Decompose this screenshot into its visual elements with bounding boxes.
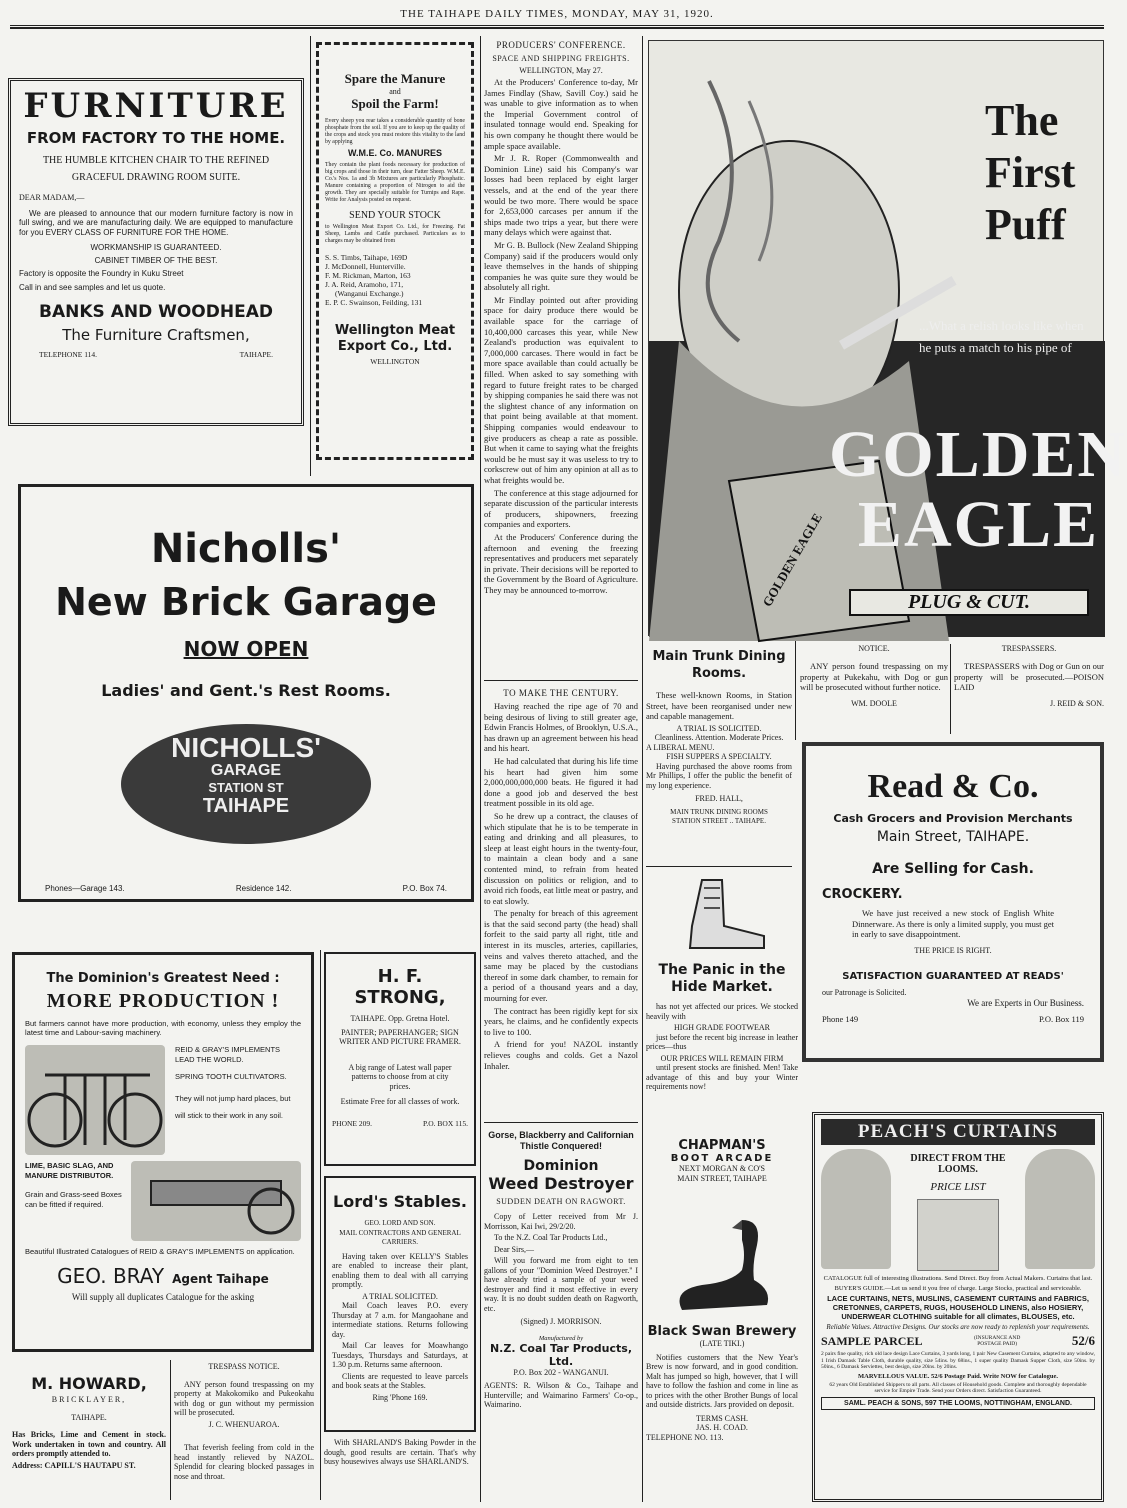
panic-body2: just before the recent big increase in leather prices—thus <box>646 1032 798 1051</box>
peach-figure-illustration <box>821 1149 891 1269</box>
garage-oval-line: TAIHAPE <box>202 795 290 817</box>
manure-body2: They contain the plant foods necessary for production of big crops and those in their turn, dear Fatter Sheep. W.M.E. Co.'s Nos. 1a and 3b Mixtures are particularly Phosphatic. Manure containing a proportion of Nitrogen to aid the growth. They are specially suitable for Turnips and Rape. Write for Analysis posted on request. <box>325 162 465 203</box>
manure-city: WELLINGTON <box>370 357 420 366</box>
garage-oval <box>121 724 371 844</box>
garage-oval-line: STATION ST <box>208 780 284 795</box>
strong-address: TAIHAPE. Opp. Gretna Hotel. <box>350 1014 450 1023</box>
manure-agent: F. M. Rickman, Marton, 163 <box>325 271 411 280</box>
whenuaroa-name: J. C. WHENUAROA. <box>208 1419 280 1429</box>
strong-pobox: P.O. BOX 115. <box>423 1118 468 1128</box>
howard-ad <box>12 1372 166 1504</box>
century-paragraph: Having reached the ripe age of 70 and being desirous of living to still greater age, Edwin Francis Holmes, of Brooklyn, U.S.A., has drawn up an agreement between his head and his heart. <box>484 701 638 754</box>
lords-ring: Ring 'Phone 169. <box>372 1392 428 1402</box>
bray-lime: LIME, BASIC SLAG, AND MANURE DISTRIBUTOR. <box>25 1161 114 1180</box>
furniture-firm: BANKS AND WOODHEAD <box>39 302 273 322</box>
peach-figure2-illustration <box>1025 1149 1095 1269</box>
bray-agent-town: Agent Taihape <box>172 1272 269 1286</box>
weed-signed: (Signed) J. MORRISON. <box>520 1317 602 1326</box>
garage-title2: New Brick Garage <box>55 580 437 624</box>
bray-spring: SPRING TOOTH CULTIVATORS. <box>175 1072 287 1081</box>
boot-illustration <box>672 876 772 954</box>
golden-eagle-puff: Puff <box>985 200 1066 249</box>
masthead: THE TAIHAPE DAILY TIMES, MONDAY, MAY 31, 1920. <box>400 8 714 20</box>
swan-terms: TERMS CASH. <box>695 1413 748 1423</box>
garage-oval-line: GARAGE <box>210 762 282 779</box>
weed-maker: N.Z. Coal Tar Products, Ltd. <box>489 1341 633 1368</box>
strong-phone: PHONE 209. <box>332 1118 373 1128</box>
read-crockery: CROCKERY. <box>822 887 903 902</box>
chapman-block <box>646 1138 798 1202</box>
furniture-title: FURNITURE <box>23 86 289 126</box>
garage-title1: Nicholls' <box>150 526 342 572</box>
garage-rooms: Ladies' and Gent.'s Rest Rooms. <box>101 681 391 700</box>
howard-trade: BRICKLAYER, <box>51 1395 127 1404</box>
panic-next: NEXT MORGAN & CO'S <box>679 1164 765 1173</box>
furniture-guarantee1: WORKMANSHIP IS GUARANTEED. <box>90 243 222 252</box>
read-cash: Are Selling for Cash. <box>872 861 1034 877</box>
garage-open: NOW OPEN <box>183 637 309 661</box>
weed-pobox: P.O. Box 202 - WANGANUI. <box>513 1367 609 1377</box>
strong-estimate: Estimate Free for all classes of work. <box>340 1097 460 1106</box>
main-trunk-menu: A LIBERAL MENU. <box>646 742 715 752</box>
lords-owner: GEO. LORD AND SON. <box>364 1219 436 1227</box>
weed-letter: Copy of Letter received from Mr J. Morrisson, Kai Iwi, 29/2/20. <box>484 1212 638 1231</box>
century-paragraph: The contract has been rigidly kept for six years, he claims, and he confidently expects to live to 100. <box>484 1005 638 1037</box>
manure-agent: S. S. Timbs, Taihape, 169D <box>325 253 408 262</box>
peach-curtain-illustration <box>917 1199 999 1271</box>
producers-article <box>484 40 638 680</box>
manure-agent: J. A. Reid, Aramoho, 171, <box>325 280 404 289</box>
golden-eagle-quote: ...What a relish looks like when he puts a match to his pipe of <box>919 318 1084 355</box>
trespass-whenuaroa <box>174 1362 314 1504</box>
golden-eagle-plug: PLUG & CUT. <box>849 589 1089 616</box>
century-nazol: A friend for you! NAZOL instantly relieves coughs and colds. Get a Nazol Inhaler. <box>484 1039 638 1071</box>
lords-trial: A TRIAL SOLICITED. <box>362 1291 438 1301</box>
manure-and: and <box>389 87 401 96</box>
golden-eagle-first: First <box>985 148 1076 197</box>
strong-range: A big range of Latest wall paper patterns to choose from at city prices. <box>348 1062 452 1091</box>
furniture-guarantee2: CABINET TIMBER OF THE BEST. <box>94 255 218 265</box>
reid-title: TRESPASSERS. <box>1001 644 1057 653</box>
trespassers-reid <box>954 644 1104 734</box>
strong-title: H. F. STRONG, <box>354 966 446 1008</box>
swan-title: Black Swan Brewery <box>647 1324 797 1339</box>
peach-price: 52/6 <box>1071 1333 1095 1348</box>
weed-mfd: Manufactured by <box>538 1334 584 1342</box>
lords-roles: MAIL CONTRACTORS AND GENERAL CARRIERS. <box>339 1228 461 1246</box>
lords-title: Lord's Stables. <box>333 1192 467 1211</box>
lords-body: Having taken over KELLY'S Stables are enabled to increase their plant, enabling them to deal with all carrying promptly. <box>332 1251 468 1289</box>
panic-prices: OUR PRICES WILL REMAIN FIRM <box>660 1053 784 1063</box>
furniture-subtitle: FROM FACTORY TO THE HOME. <box>26 129 286 147</box>
notice-doole <box>800 644 948 734</box>
golden-eagle-brand2: EAGLE <box>857 488 1099 561</box>
manure-company: Wellington Meat Export Co., Ltd. <box>334 323 456 354</box>
producers-dateline: WELLINGTON, May 27. <box>519 66 603 75</box>
garage-oval-line: NICHOLLS' <box>171 732 321 763</box>
distributor-illustration <box>131 1161 301 1241</box>
producers-paragraph: Mr Findlay pointed out after providing space for dairy produce there would be available space for the carriage of 10,400,000 carcases this year, while New Zealand's production was equivalent to 7,000,000 carcases. There would in fact be more space available than could actually be filled. When asked to say something with regard to future freight rates to be charged by shipping companies he said there was not the slightest chance of any information on that point being available at that moment. Shipping companies would endeavour to give producers as cheap a rate as possible. But when it came to saying what the freights would be he must say it was useless to try to corkscrew out of him any opinion at all as to what freights would be. <box>484 294 638 485</box>
garage-residence: Residence 142. <box>235 884 292 893</box>
peach-reliable: Reliable Values. Attractive Designs. Our stocks are now ready to replenish your requirements. <box>826 1323 1090 1331</box>
weed-product2: Weed Destroyer <box>488 1174 634 1193</box>
main-trunk-ad <box>646 644 792 864</box>
lords-ad <box>324 1176 476 1432</box>
bray-title2: MORE PRODUCTION ! <box>46 990 280 1012</box>
century-paragraph: So he drew up a contract, the clauses of which stipulate that he is to be temperate in eating and drinking and all pleasures, to sleep at least eight hours in the twenty-four, to maintain a clean body and a sane contented mind, to refrain from heated discussion on politics or religion, and to avoid rich foods, eat little meat or pastry, and to eat slowly. <box>484 810 638 906</box>
read-phone: Phone 149 <box>822 1013 859 1024</box>
peach-catalogue: CATALOGUE full of interesting illustrations. Send Direct. Buy from Actual Makers. Curtains that last. <box>823 1275 1093 1282</box>
weed-ad <box>484 1126 638 1502</box>
howard-title: M. HOWARD, <box>31 1374 147 1393</box>
bray-catalogues: Beautiful Illustrated Catalogues of REID & GRAY'S IMPLEMENTS on application. <box>25 1247 295 1256</box>
read-ad <box>802 742 1104 1062</box>
main-trunk-qualities: Cleanliness. Attention. Moderate Prices. <box>654 733 784 743</box>
swan-body: Notifies customers that the New Year's Brew is now forward, and in good condition. Malt has jumped so high, however, that I will have to follow the fashion and come in line as to prices with the other Brother Bungs of local and outside districts. Jars provided on deposit. <box>646 1352 798 1409</box>
read-sub2: Main Street, TAIHAPE. <box>876 829 1030 845</box>
manure-brand: W.M.E. Co. MANURES <box>348 148 442 158</box>
bray-supply: Will supply all duplicates Catalogue for the asking <box>71 1292 255 1302</box>
read-pobox: P.O. Box 119 <box>1038 1013 1084 1024</box>
golden-eagle-the: The <box>985 96 1059 145</box>
manure-ad <box>316 42 474 460</box>
reid-name: J. REID & SON. <box>1049 698 1104 708</box>
manure-body1: Every sheep you rear takes a considerable quantity of bone phosphate from the soil. If you are to keep up the quality of the crops and stock you must restore this vitality to the land by applying <box>325 118 465 145</box>
peach-buyers: BUYER'S GUIDE.—Let us send it you free of charge. Large Stocks, practical and serviceable. <box>834 1284 1082 1292</box>
producers-paragraph: At the Producers' Conference during the afternoon and evening the freezing representatives and producers met separately in private. Their decisions will be reported to the Government by the Board of Agriculture. They may be announced to-morrow. <box>484 531 638 595</box>
read-title: Read & Co. <box>867 768 1039 805</box>
bray-grain: Grain and Grass-seed Boxes can be fitted if required. <box>25 1190 122 1209</box>
whenuaroa-title: TRESPASS NOTICE. <box>208 1362 280 1371</box>
peach-established: 62 years Old Established Shippers to all parts. All classes of Household goods. Complete and thoroughly dependable service for Empire Trade. Send your Orders direct. Satisfaction Guaranteed. <box>829 1381 1087 1394</box>
swan-tiki: (LATE TIKI.) <box>699 1339 745 1348</box>
lords-clients: Clients are requested to leave parcels and book seats at the Stables. <box>332 1371 468 1390</box>
furniture-call: Call in and see samples and let us quote. <box>19 282 166 292</box>
main-trunk-owner: FRED. HALL, <box>695 794 743 804</box>
bray-jump: They will not jump hard places, but will stick to their work in any soil. <box>175 1093 291 1120</box>
whenuaroa-nazol: That feverish feeling from cold in the head instantly relieved by NAZOL. Splendid for clearing blocked passages in nose and throat. <box>174 1443 314 1481</box>
furniture-line2: GRACEFUL DRAWING ROOM SUITE. <box>71 172 241 183</box>
golden-eagle-brand1: GOLDEN <box>829 418 1127 491</box>
manure-title1: Spare the Manure <box>344 71 446 86</box>
manure-agent: J. McDonnell, Hunterville. <box>325 262 406 271</box>
furniture-body: We are pleased to announce that our modern furniture factory is now in full swing, and we are manufacturing daily. We are equipped to manufacture for you EVERY CLASS OF FURNITURE FOR THE HOME. <box>19 208 293 237</box>
panic-body3: until present stocks are finished. Men! Take advantage of this and buy your Winter requirements now! <box>646 1063 798 1091</box>
manure-agents <box>325 253 465 307</box>
howard-town: TAIHAPE. <box>71 1412 107 1422</box>
century-title: TO MAKE THE CENTURY. <box>503 688 619 698</box>
lords-coach: Mail Coach leaves P.O. every Thursday at 7 a.m. for Mangaohane and intermediate stations. Returns following day. <box>332 1301 468 1339</box>
furniture-town: TAIHAPE. <box>239 350 273 359</box>
manure-body3: to Wellington Meat Export Co. Ltd., for Freezing. Fat Sheep, Lambs and Cattle purchased. Particulars as to charges may be obtained from <box>325 224 465 244</box>
golden-eagle-tin-label: GOLDEN EAGLE <box>759 510 825 610</box>
panic-high: HIGH GRADE FOOTWEAR <box>674 1023 770 1032</box>
main-trunk-title: Main Trunk Dining Rooms. <box>652 649 786 681</box>
main-trunk-fish: FISH SUPPERS A SPECIALTY. <box>666 752 772 762</box>
panic-body: has not yet affected our prices. We stocked heavily with <box>646 1002 798 1021</box>
weed-sudden: SUDDEN DEATH ON RAGWORT. <box>496 1197 626 1206</box>
panic-chapman: CHAPMAN'S <box>678 1138 766 1153</box>
weed-body: Will you forward me from eight to ten gallons of your "Dominion Weed Destroyer." I have already tried a sample of your weed destroyer and find it most effective in every way. It is no doubt sudden death on Ragworth, etc. <box>484 1256 638 1313</box>
furniture-ad <box>8 78 304 426</box>
peach-title: PEACH'S CURTAINS <box>821 1119 1095 1145</box>
strong-trade: PAINTER; PAPERHANGER; SIGN WRITER AND PICTURE FRAMER. <box>339 1027 461 1046</box>
read-price: THE PRICE IS RIGHT. <box>914 945 992 955</box>
panic-arcade: BOOT ARCADE <box>670 1153 774 1164</box>
main-trunk-trial: A TRIAL IS SOLICITED. <box>676 723 762 733</box>
peach-marvellous: MARVELLOUS VALUE. 52/6 Postage Paid. Write NOW for Catalogue. <box>857 1372 1058 1380</box>
manure-agent: (Wanganui Exchange.) <box>335 289 404 298</box>
weed-dear: Dear Sirs,— <box>494 1244 534 1254</box>
producers-paragraph: At the Producers' Conference to-day, Mr James Findlay (Shaw, Savill Coy.) said he was unable to give information as to when the Imperial Government control of insulated tonnage would end. Speaking for his own company he thought there would be ample space available. <box>484 77 638 151</box>
weed-title: Gorse, Blackberry and Californian Thistle Conquered! <box>488 1130 634 1151</box>
peach-direct: DIRECT FROM THE LOOMS. <box>910 1153 1006 1175</box>
main-trunk-address1: MAIN TRUNK DINING ROOMS <box>670 807 768 816</box>
peach-parcel: SAMPLE PARCEL <box>821 1333 923 1348</box>
garage-phones: Phones—Garage 143. <box>45 884 125 893</box>
producers-subtitle: SPACE AND SHIPPING FREIGHTS. <box>492 54 630 63</box>
howard-body: Has Bricks, Lime and Cement in stock. Work undertaken in town and country. All orders promptly attended to. <box>12 1430 166 1458</box>
manure-agent: E. P. C. Swainson, Feilding, 131 <box>325 298 423 307</box>
swan-illustration <box>662 1210 782 1320</box>
garage-pobox: P.O. Box 74. <box>402 884 447 893</box>
doole-title: NOTICE. <box>858 644 890 653</box>
whenuaroa-body: ANY person found trespassing on my property at Makokomiko and Pukeokahu with dog or gun without my permission will be prosecuted. <box>174 1379 314 1417</box>
furniture-telephone: TELEPHONE 114. <box>39 350 98 359</box>
read-sub1: Cash Grocers and Provision Merchants <box>833 812 1073 825</box>
peach-parcel-detail: 2 pairs fine quality, rich old lace design Lace Curtains, 3 yards long, 1 pair New Casement Curtains, adapted to any window, 1 Irish Damask Table Cloth, durable quality, size 54ins. by 68ins., 1 super quality Damask Supper Cloth, size 50ins. by 50ins., 6 Damask Serviettes, best design, size 20ins. by 20ins. <box>821 1351 1095 1370</box>
furniture-line1: THE HUMBLE KITCHEN CHAIR TO THE REFINED <box>42 155 270 166</box>
lords-car: Mail Car leaves for Moawhango Tuesdays, Thursdays and Saturdays, at 1.30 p.m. Returns same afternoon. <box>332 1341 468 1369</box>
century-paragraph: He had calculated that during his life time his heart had given him some 2,000,000,000,000 beats. He figured it had done a good job and deserved the best treatment possible in its old age. <box>484 755 638 809</box>
producers-paragraph: The conference at this stage adjourned for separate discussion of the particular interests of producers, shipowners, freezing companies and exporters. <box>484 487 638 530</box>
reid-body: TRESPASSERS with Dog or Gun on our property will be prosecuted.—POISON LAID <box>954 661 1104 693</box>
main-trunk-body: These well-known Rooms, in Station Street, have been reorganised under new and capable management. <box>646 690 792 722</box>
weed-product1: Dominion <box>523 1158 599 1174</box>
read-experts: We are Experts in Our Business. <box>967 997 1084 1008</box>
weed-to: To the N.Z. Coal Tar Products Ltd., <box>494 1233 608 1242</box>
strong-ad <box>324 952 476 1166</box>
weed-agents: AGENTS: R. Wilson & Co., Taihape and Hunterville; and Waimarino Farmers' Co-op., Waimarino. <box>484 1381 638 1409</box>
bray-reid: REID & GRAY'S IMPLEMENTS LEAD THE WORLD. <box>175 1045 281 1064</box>
read-body: We have just received a new stock of English White Dinnerware. As there is only a limited supply, you must get in early to save disappointment. <box>852 908 1054 940</box>
manure-title2: Spoil the Farm! <box>351 96 439 111</box>
read-satisfaction: SATISFACTION GUARANTEED AT READS' <box>842 971 1064 983</box>
sharland-ad <box>324 1438 476 1504</box>
panic-ad <box>646 872 798 1122</box>
read-patronage: our Patronage is Solicited. <box>822 988 907 998</box>
furniture-salutation: DEAR MADAM,— <box>19 193 85 202</box>
garage-ad <box>18 484 474 902</box>
swan-ad <box>646 1210 798 1504</box>
furniture-factory: Factory is opposite the Foundry in Kuku Street <box>19 269 184 278</box>
bray-agent: GEO. BRAY <box>57 1264 165 1288</box>
peach-goods: LACE CURTAINS, NETS, MUSLINS, CASEMENT CURTAINS and FABRICS, CRETONNES, CARPETS, RUGS, HOUSEHOLD LINENS, also HOSIERY, UNDERWEAR CLOTHING suitable for all climates, BLOUSES, etc. <box>827 1294 1089 1321</box>
producers-paragraph: Mr J. R. Roper (Commonwealth and Dominion Line) said his Company's war losses had been replaced by eight larger vessels, and at the end of the year there would be two more. There would be space for 2,653,000 carcases per annum if the ships made two trips a year, but there were many delays which were against that. <box>484 153 638 238</box>
peach-ad <box>812 1112 1104 1502</box>
producers-paragraph: Mr G. B. Bullock (New Zealand Shipping Company) said if the producers would only leave themselves in the hands of shipping companies he was quite sure they would be absolutely all right. <box>484 239 638 293</box>
panic-street: MAIN STREET, TAIHAPE <box>677 1173 767 1183</box>
howard-address: Address: CAPILL'S HAUTAPU ST. <box>12 1460 136 1470</box>
peach-price-list: PRICE LIST <box>930 1181 986 1193</box>
panic-title: The Panic in the Hide Market. <box>658 962 786 995</box>
swan-telephone: TELEPHONE NO. 113. <box>646 1432 724 1442</box>
bray-ad <box>12 952 314 1352</box>
main-trunk-address2: STATION STREET .. TAIHAPE. <box>672 817 766 826</box>
manure-send: SEND YOUR STOCK <box>349 210 441 221</box>
golden-eagle-ad <box>648 40 1127 636</box>
century-article <box>484 684 638 1071</box>
doole-name: WM. DOOLE <box>851 698 897 708</box>
peach-insurance: (INSURANCE AND POSTAGE PAID) <box>974 1335 1021 1347</box>
sharland-body: With SHARLAND'S Baking Powder in the dough, good results are certain. That's why busy housewives always use SHARLAND'S. <box>324 1438 476 1466</box>
cultivator-illustration <box>25 1045 165 1155</box>
century-paragraph: The penalty for breach of this agreement is that the said second party (the head) shall forfeit to the said party all right, title and interest in its muscles, arteries, capillaries, veins and valves thereto attached, and the same may be placed by the custodians thereof in some dark chamber, to remain for a period of a thousand years and a day, mourning for ever. <box>484 908 638 1004</box>
doole-body: ANY person found trespassing on my property at Pukekahu, with Dog or gun will be prosecuted without further notice. <box>800 661 948 693</box>
main-trunk-purchase: Having purchased the above rooms from Mr Phillips, I offer the public the benefit of my long experience. <box>646 761 792 790</box>
swan-owner: JAS. H. COAD. <box>696 1423 748 1432</box>
peach-firm: SAML. PEACH & SONS, 597 THE LOOMS, NOTTINGHAM, ENGLAND. <box>821 1397 1095 1410</box>
bray-title1: The Dominion's Greatest Need : <box>46 971 280 986</box>
furniture-tagline: The Furniture Craftsmen, <box>62 326 250 344</box>
bray-intro: But farmers cannot have more production, with economy, unless they employ the latest time and Labour-saving machinery. <box>25 1019 301 1037</box>
producers-title: PRODUCERS' CONFERENCE. <box>496 40 626 50</box>
